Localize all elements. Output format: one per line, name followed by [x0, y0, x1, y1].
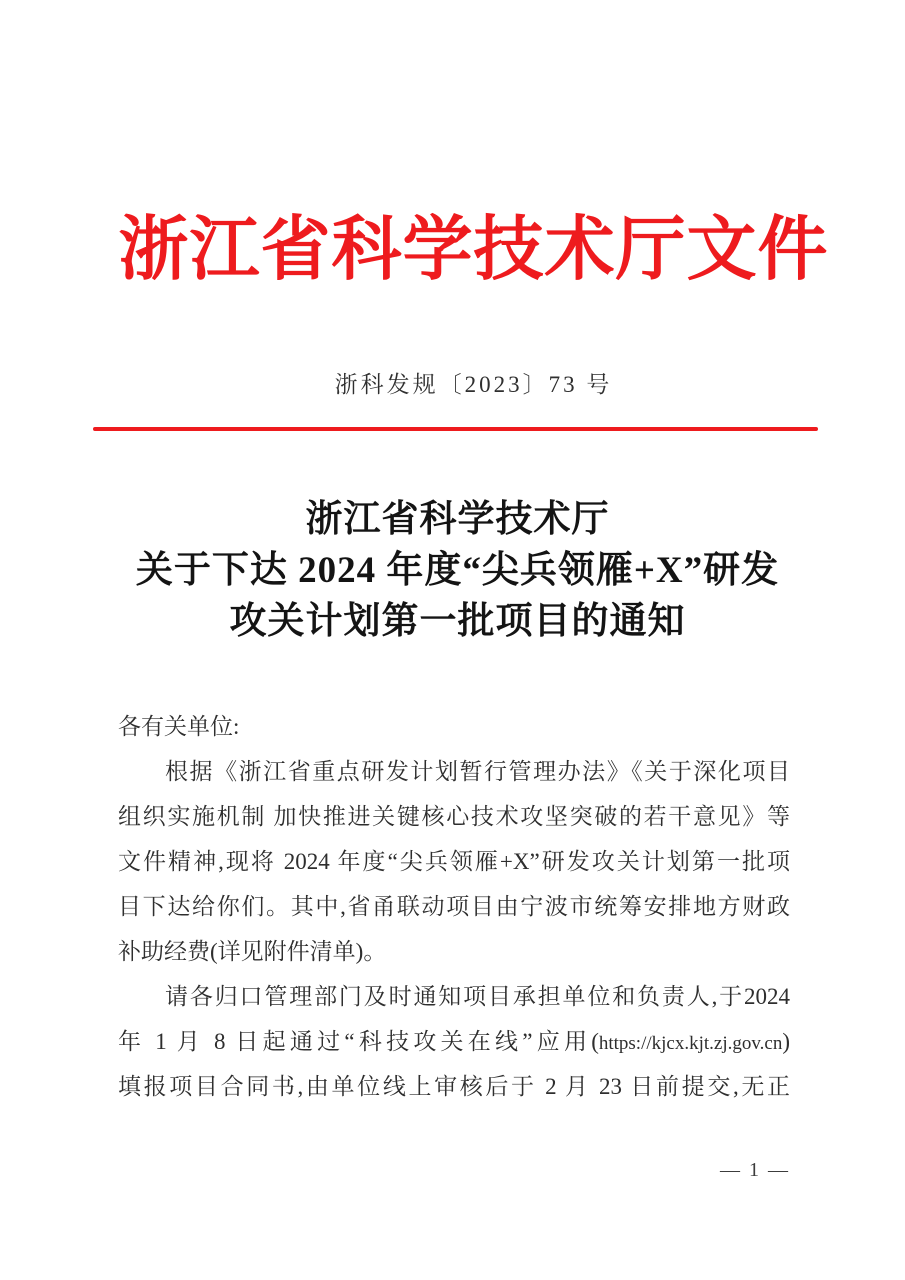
- body-line: 请各归口管理部门及时通知项目承担单位和负责人,于2024: [165, 984, 790, 1009]
- body-text: [118, 704, 790, 1109]
- document-number: 浙科发规〔2023〕73 号: [334, 372, 613, 397]
- notice-title-line2: 关于下达 2024 年度“尖兵领雁+X”研发: [135, 550, 780, 591]
- page-number: — 1 —: [720, 1159, 790, 1181]
- body-line: 目下达给你们。其中,省甬联动项目由宁波市统筹安排地方财政: [118, 894, 790, 919]
- notice-title-line1: 浙江省科学技术厅: [305, 499, 610, 540]
- portal-url-text: https://kjcx.kjt.zj.gov.cn: [598, 1033, 783, 1054]
- body-line: 文件精神,现将 2024 年度“尖兵领雁+X”研发攻关计划第一批项: [118, 849, 790, 874]
- notice-title-line3: 攻关计划第一批项目的通知: [229, 601, 686, 642]
- body-salutation: 各有关单位:: [118, 714, 240, 739]
- red-divider-line: [93, 427, 818, 431]
- body-line: 补助经费(详见附件清单)。: [118, 939, 387, 964]
- body-line: 组织实施机制 加快推进关键核心技术攻坚突破的若干意见》等: [118, 804, 790, 829]
- body-line-pre-url: 年 1 月 8 日起通过“科技攻关在线”应用(: [118, 1029, 599, 1054]
- body-line: 填报项目合同书,由单位线上审核后于 2 月 23 日前提交,无正: [118, 1074, 790, 1099]
- body-line: 根据《浙江省重点研发计划暂行管理办法》《关于深化项目: [165, 759, 790, 784]
- body-line: [118, 1019, 790, 1064]
- notice-title: [10, 494, 905, 647]
- agency-banner-title: 浙江省科学技术厅文件: [118, 212, 829, 289]
- body-line-post-url: ): [782, 1029, 790, 1054]
